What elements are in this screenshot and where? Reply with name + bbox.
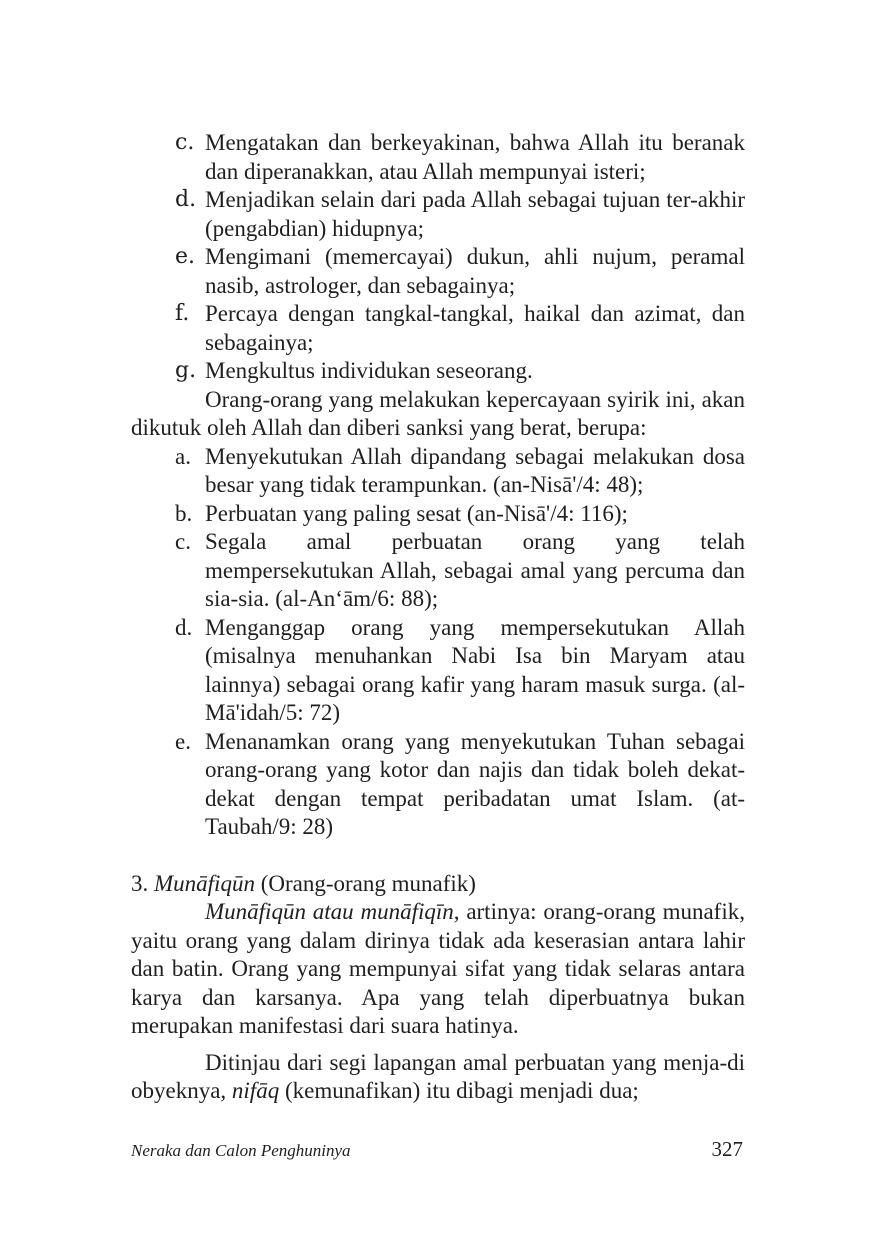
- section-heading: [131, 870, 745, 899]
- paragraph-text: Ditinjau dari segi lapangan amal perbuatan yang menja-di obyeknya,: [131, 1049, 745, 1103]
- list-item: [131, 443, 745, 500]
- list-item-text: Menanamkan orang yang menyekutukan Tuhan sebagai orang-orang yang kotor dan najis dan tidak boleh dekat-dekat dengan tempat peribadatan umat Islam. (at-Taubah/9: 28): [205, 728, 745, 839]
- list-item-text: Menjadikan selain dari pada Allah sebagai tujuan ter-akhir (pengabdian) hidupnya;: [205, 187, 745, 241]
- list-marker: f.: [175, 301, 190, 326]
- italic-term: nifāq: [231, 1078, 280, 1103]
- list-marker: e.: [175, 244, 196, 269]
- list-item-text: Menyekutukan Allah dipandang sebagai melakukan dosa besar yang tidak terampunkan. (an-Nisā'/4: 48);: [205, 443, 745, 497]
- list-marker: a.: [175, 443, 191, 469]
- paragraph-definition: [131, 898, 745, 1041]
- paragraph-text: (kemunafikan) itu dibagi menjadi dua;: [279, 1078, 639, 1103]
- list-marker: b.: [175, 500, 193, 526]
- page-body: [131, 129, 745, 1106]
- list-marker: c.: [175, 529, 191, 554]
- list-item-text: Segala amal perbuatan orang yang telah mempersekutukan Allah, sebagai amal yang percuma dan sia-sia. (al-An‘ām/6: 88);: [205, 529, 745, 611]
- section-title-italic: Munāfiqūn: [154, 870, 255, 896]
- list-item-text: Menganggap orang yang mempersekutukan Allah (misalnya menuhankan Nabi Isa bin Maryam atau lainnya) sebagai orang kafir yang haram masuk surga. (al-Mā'idah/5: 72): [205, 614, 745, 725]
- section-title-rest: (Orang-orang munafik): [254, 870, 476, 896]
- list-item-text: Perbuatan yang paling sesat (an-Nisā'/4: 116);: [205, 500, 628, 526]
- list-item: [131, 528, 745, 614]
- list-item-text: Mengimani (memercayai) dukun, ahli nujum, peramal nasib, astrologer, dan sebagainya;: [205, 244, 745, 298]
- list-item: [131, 300, 745, 357]
- running-footer-title: Neraka dan Calon Penghuninya: [131, 1141, 351, 1160]
- list-item: [131, 129, 745, 186]
- list-marker: d.: [175, 187, 197, 212]
- list-item-text: Percaya dengan tangkal-tangkal, haikal dan azimat, dan sebagainya;: [205, 301, 745, 355]
- list-marker: g.: [175, 358, 197, 383]
- italic-term: Munāfiqūn atau munāfiqīn: [205, 899, 454, 924]
- paragraph-text: , artinya: orang-orang munafik, yaitu orang yang dalam dirinya tidak ada keserasian antara lahir dan batin. Orang yang mempunyai sifat yang tidak selaras antara karya dan karsanya. Apa yang telah diperbuatnya bukan merupakan manifestasi dari suara hatinya.: [131, 899, 745, 1038]
- list-item: [131, 728, 745, 842]
- list-item: [131, 357, 745, 386]
- list-item: [131, 186, 745, 243]
- list-marker: e.: [175, 728, 191, 754]
- paragraph-classification: [131, 1049, 745, 1106]
- list-marker: c.: [175, 130, 195, 155]
- paragraph-consequences-intro: Orang-orang yang melakukan kepercayaan syirik ini, akan dikutuk oleh Allah dan diberi sanksi yang berat, berupa:: [131, 386, 745, 440]
- list-marker: d.: [175, 614, 193, 640]
- list-item: [131, 243, 745, 300]
- list-item: [131, 500, 745, 529]
- list-item-text: Mengkultus individukan seseorang.: [205, 358, 533, 383]
- section-number: 3.: [131, 870, 149, 896]
- page-footer: [131, 1137, 745, 1165]
- list-item: [131, 614, 745, 728]
- page-number: 327: [711, 1137, 743, 1161]
- list-item-text: Mengatakan dan berkeyakinan, bahwa Allah itu beranak dan diperanakkan, atau Allah mempunyai isteri;: [205, 130, 745, 184]
